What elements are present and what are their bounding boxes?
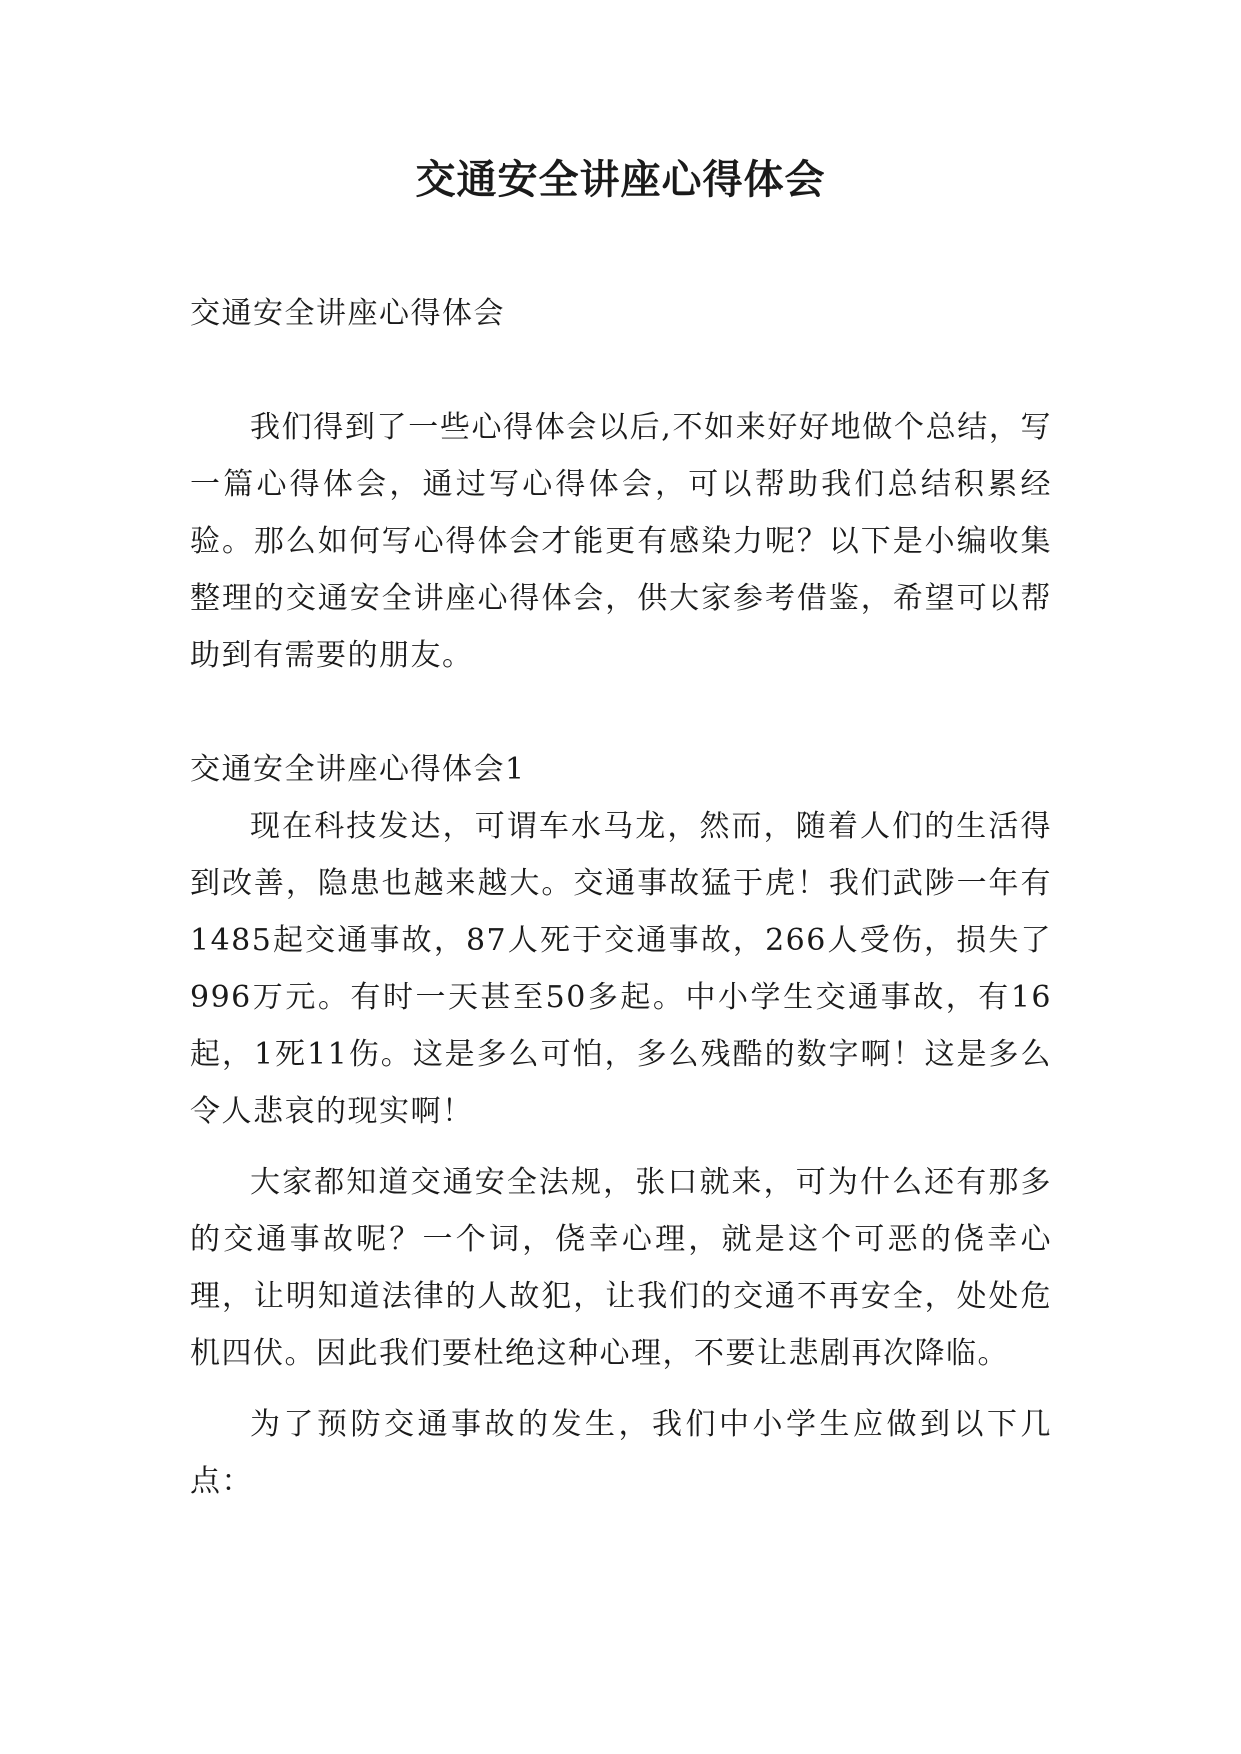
intro-paragraph: 我们得到了一些心得体会以后,不如来好好地做个总结，写一篇心得体会，通过写心得体会，可以帮助我们总结积累经验。那么如何写心得体会才能更有感染力呢？以下是小编收集整理的交通安全讲座心得体会，供大家参考借鉴，希望可以帮助到有需要的朋友。 xyxy=(190,410,1052,673)
document-title: 交通安全讲座心得体会 xyxy=(415,156,826,203)
document-subtitle: 交通安全讲座心得体会 xyxy=(190,296,505,331)
section-heading: 交通安全讲座心得体会1 xyxy=(190,752,526,787)
document-body xyxy=(190,285,1052,1510)
body-paragraph: 现在科技发达，可谓车水马龙，然而，随着人们的生活得到改善，隐患也越来越大。交通事故猛于虎！我们武陟一年有1485起交通事故，87人死于交通事故，266人受伤，损失了996万元。有时一天甚至50多起。中小学生交通事故，有16起，1死11伤。这是多么可怕，多么残酷的数字啊！这是多么令人悲哀的现实啊！ xyxy=(190,809,1052,1129)
body-paragraph: 为了预防交通事故的发生，我们中小学生应做到以下几点： xyxy=(190,1407,1052,1499)
body-paragraph: 大家都知道交通安全法规，张口就来，可为什么还有那多的交通事故呢？一个词，侥幸心理，就是这个可恶的侥幸心理，让明知道法律的人故犯，让我们的交通不再安全，处处危机四伏。因此我们要杜绝这种心理，不要让悲剧再次降临。 xyxy=(190,1165,1052,1371)
